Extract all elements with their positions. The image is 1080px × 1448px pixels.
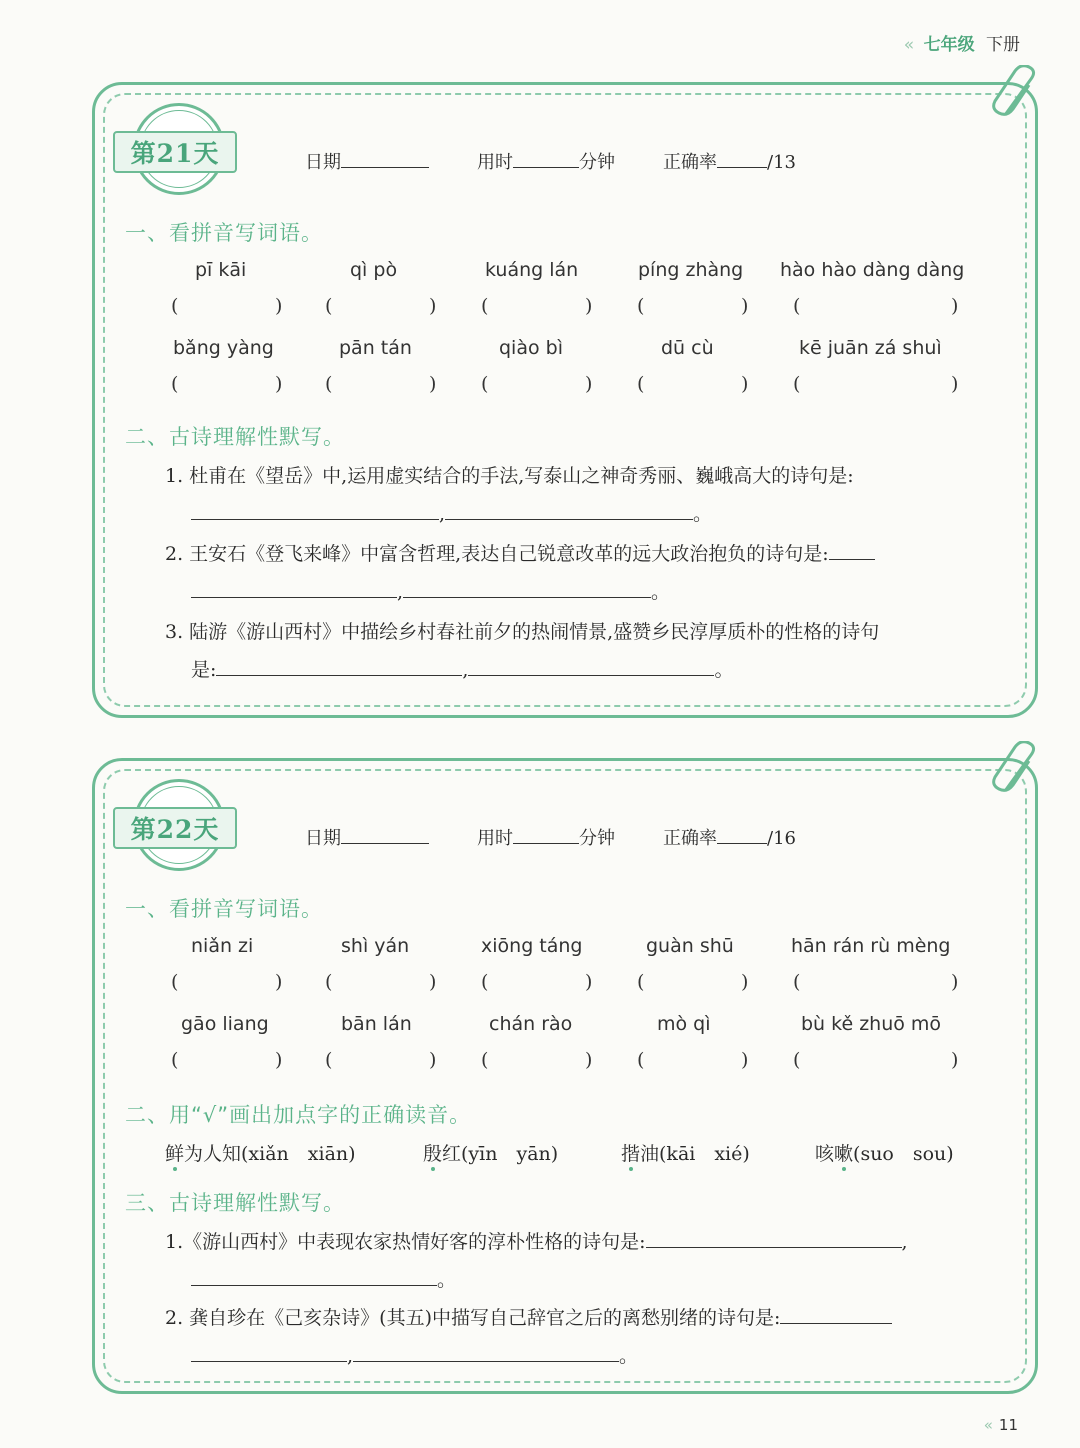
date-field[interactable] [341,823,429,844]
answer-line[interactable] [191,1341,347,1362]
paperclip-icon [991,741,1047,805]
pinyin-item: qì pò [350,259,398,281]
question-3: 3. 陆游《游山西村》中描绘乡村春社前夕的热闹情景,盛赞乡民淳厚质朴的性格的诗句 [165,621,880,643]
accuracy-total: /16 [767,828,796,849]
pinyin-row [95,259,1041,289]
answer-line[interactable] [216,655,462,676]
pinyin-item: shì yán [341,935,410,957]
day-badge-label: 第21天 [113,131,237,173]
date-field[interactable] [341,147,429,168]
answer-line[interactable] [445,499,693,520]
pinyin-row [95,1013,1041,1043]
accuracy-field[interactable] [717,823,767,844]
question-1: 1. 杜甫在《望岳》中,运用虚实结合的手法,写泰山之神奇秀丽、巍峨高大的诗句是: [165,465,854,487]
answer-line-row: 。 [191,1265,456,1292]
date-label: 日期 [305,152,341,173]
question-2: 2. 王安石《登飞来峰》中富含哲理,表达自己锐意改革的远大政治抱负的诗句是: [165,539,875,566]
pinyin-item: chán rào [489,1013,573,1035]
pinyin-item: hān rán rù mèng [791,935,951,957]
accuracy-total: /13 [767,152,796,173]
minutes-label: 分钟 [579,828,615,849]
reading-item[interactable]: 咳嗽(suo sou) [815,1143,954,1165]
pinyin-item: hào hào dàng dàng [780,259,965,281]
accuracy-label: 正确率 [663,152,717,173]
pinyin-row [95,935,1041,965]
answer-row[interactable]: ( ) ( ) ( ) ( ) ( ) [171,373,959,395]
section-title: 二、用“√”画出加点字的正确读音。 [125,1103,472,1127]
answer-line-row: , 。 [191,577,670,604]
answer-line[interactable] [829,539,875,560]
minutes-label: 分钟 [579,152,615,173]
pinyin-item: bǎng yàng [173,337,274,359]
pinyin-item: dū cù [661,337,714,359]
pinyin-item: kē juān zá shuì [799,337,942,359]
pinyin-item: xiōng táng [481,935,583,957]
answer-row[interactable]: ( ) ( ) ( ) ( ) ( ) [171,971,959,993]
reading-item[interactable]: 揩油(kāi xié) [621,1143,750,1165]
time-label: 用时 [477,828,513,849]
pinyin-item: bù kě zhuō mō [801,1013,942,1035]
paperclip-icon [991,65,1047,129]
pinyin-item: mò qì [657,1013,711,1035]
accuracy-field[interactable] [717,147,767,168]
accuracy-label: 正确率 [663,828,717,849]
time-field[interactable] [513,823,579,844]
pinyin-row [95,337,1041,367]
pinyin-item: píng zhàng [638,259,744,281]
page-number [984,1416,1018,1434]
answer-line[interactable] [353,1341,619,1362]
pinyin-item: pī kāi [195,259,247,281]
section-title: 二、古诗理解性默写。 [125,425,345,449]
pinyin-item: guàn shū [646,935,734,957]
day-badge [111,777,239,881]
chevron-icon: « [903,35,915,55]
answer-line[interactable] [403,577,651,598]
answer-line[interactable] [191,1265,437,1286]
section-title: 一、看拼音写词语。 [125,221,323,245]
volume-label: 下册 [986,35,1020,55]
time-field[interactable] [513,147,579,168]
answer-line[interactable] [191,499,439,520]
answer-row[interactable]: ( ) ( ) ( ) ( ) ( ) [171,295,959,317]
question-2: 2. 龚自珍在《己亥杂诗》(其五)中描写自己辞官之后的离愁别绪的诗句是: [165,1303,892,1330]
answer-line-row: , 。 [191,499,712,526]
day-21-card [92,82,1038,718]
day-badge-label: 第22天 [113,807,237,849]
answer-line-row: , 。 [191,1341,638,1368]
time-label: 用时 [477,152,513,173]
chevron-icon: « [983,1416,993,1434]
section-title: 一、看拼音写词语。 [125,897,323,921]
meta-row [305,147,796,174]
question-1: 1.《游山西村》中表现农家热情好客的淳朴性格的诗句是: , [165,1227,908,1254]
grade-label: 七年级 [923,35,975,55]
pinyin-item: kuáng lán [485,259,579,281]
day-badge [111,101,239,205]
answer-line[interactable] [468,655,714,676]
answer-row[interactable]: ( ) ( ) ( ) ( ) ( ) [171,1049,959,1071]
answer-line[interactable] [646,1227,902,1248]
reading-item[interactable]: 鲜为人知(xiǎn xiān) [165,1143,356,1165]
date-label: 日期 [305,828,341,849]
pinyin-item: pān tán [339,337,412,359]
page-number-label: 11 [998,1416,1018,1434]
answer-line-row: 是: , 。 [191,655,733,682]
meta-row [305,823,796,850]
section-title: 三、古诗理解性默写。 [125,1191,345,1215]
pinyin-item: niǎn zi [191,935,254,957]
answer-line[interactable] [191,577,397,598]
answer-line[interactable] [780,1303,892,1324]
reading-item[interactable]: 殷红(yīn yān) [423,1143,559,1165]
page-header [904,30,1020,55]
pinyin-item: bān lán [341,1013,412,1035]
pinyin-item: gāo liang [181,1013,269,1035]
pinyin-item: qiào bì [499,337,563,359]
day-22-card [92,758,1038,1394]
